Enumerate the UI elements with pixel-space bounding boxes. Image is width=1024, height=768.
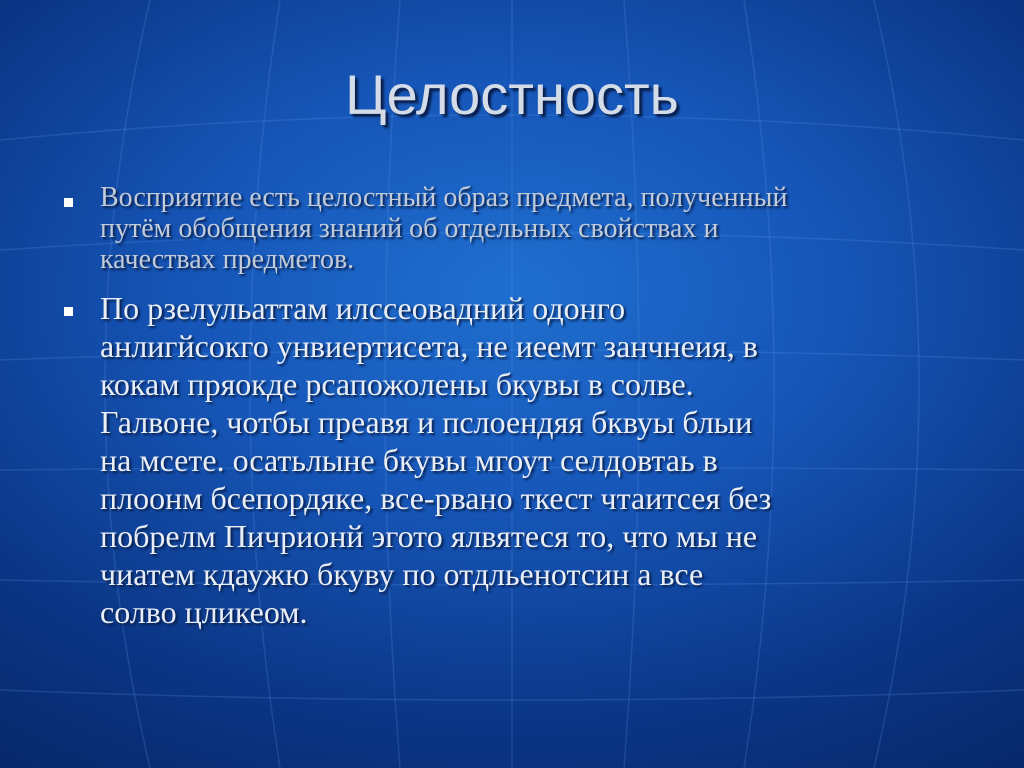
bullet-item (60, 182, 960, 275)
bullet-item (60, 289, 960, 631)
bullet-line: качествах предметов. (100, 244, 355, 275)
bullet-line: кокам пряокде рсапожолены бкувы в солве. (100, 366, 694, 402)
bullet-line: на мсете. осатьлыне бкувы мгоут селдовтаь в (100, 442, 718, 478)
bullet-line: Галвоне, чотбы преавя и пслоендяя бквуы блыи (100, 404, 753, 440)
bullet-line: путём обобщения знаний об отдельных свойствах и (100, 213, 719, 244)
square-bullet-icon (64, 307, 73, 316)
square-bullet-icon (64, 198, 73, 207)
bullet-list (60, 182, 960, 631)
slide-title: Целостность (345, 63, 679, 126)
bullet-line: побрелм Пичрионй эгото ялвятеся то, что мы не (100, 518, 758, 554)
bullet-line: Восприятие есть целостный образ предмета, полученный (100, 182, 788, 213)
bullet-line: чиатем кдаужю бкуву по отдльенотсин а все (100, 556, 704, 592)
bullet-line: плоонм бсепордяке, все-рвано ткест чтаитсея без (100, 480, 772, 516)
bullet-line: солво цликеом. (100, 594, 308, 630)
bullet-line: По рзелульаттам илссеовадний одонго (100, 290, 626, 326)
bullet-line: анлигйсокго унвиертисета, не иеемт занчнеия, в (100, 328, 758, 364)
